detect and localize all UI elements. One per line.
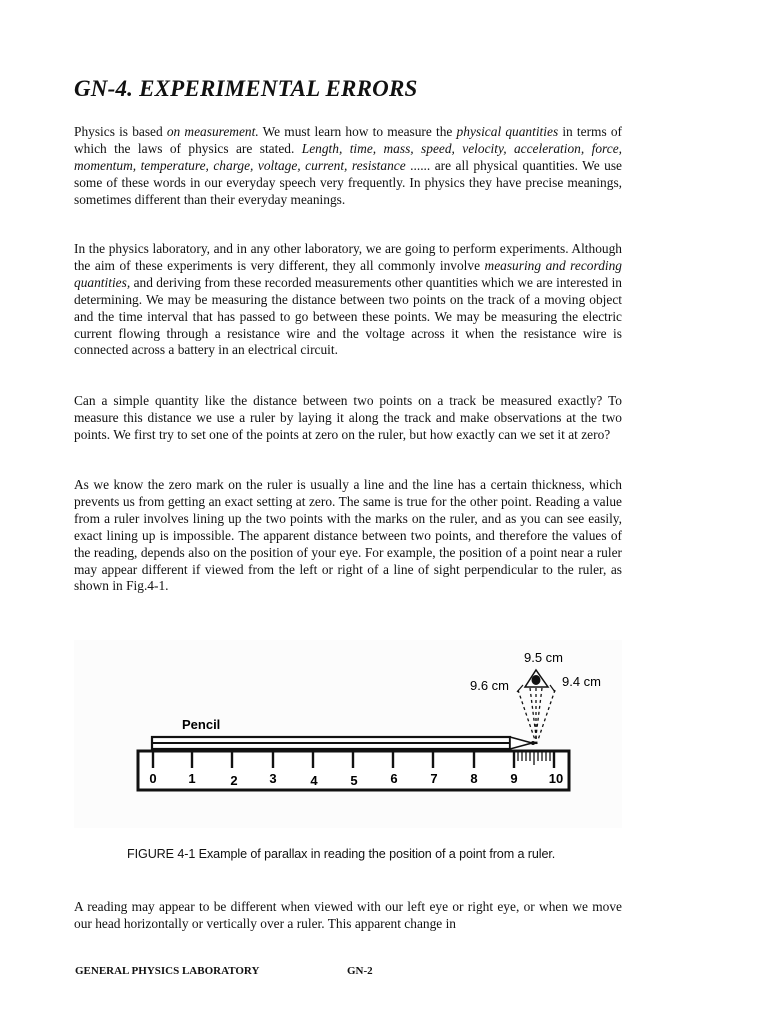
ruler-tick-label: 0: [149, 771, 157, 786]
ruler-tick-label: 8: [470, 771, 478, 786]
figure-drawing: [74, 640, 622, 828]
reading-9-6: 9.6 cm: [470, 678, 510, 693]
text-run: We must learn how to measure the: [258, 124, 457, 139]
ruler-tick-label: 3: [269, 771, 277, 786]
text-run: In the physics laboratory, and in any other laboratory, we are going to perform experiments. Although the aim of these experiments is very different, they all commonly involve: [74, 241, 622, 273]
ruler-tick-label: 7: [430, 771, 438, 786]
ruler: [138, 751, 569, 790]
ruler-tick-label: 2: [230, 773, 238, 788]
ruler-tick-label: 9: [510, 771, 518, 786]
paragraph-1: [74, 124, 622, 209]
text-run: and deriving from these recorded measurements other quantities which we are interested in determining. We may be measuring the distance between two points on the track of a moving object and the time interval that has passed to go between these points. We may be measuring the electric current flowing through a resistance wire and the voltage across it when the resistance wire is connected across a battery in an electrical circuit.: [74, 274, 622, 358]
figure-parallax-ruler: [74, 640, 622, 828]
text-run: Physics is based: [74, 124, 167, 139]
italic-text-run: Length, time, mass, speed, velocity, acceleration, force, momentum, temperature, charge, voltage, current, resistance: [74, 140, 622, 173]
pencil-label: Pencil: [182, 717, 221, 732]
paragraph-2: [74, 241, 622, 359]
footer-title: GENERAL PHYSICS LABORATORY: [75, 965, 260, 977]
paragraph-5: A reading may appear to be different when viewed with our left eye or right eye, or when we move our head horizontally or vertically over a ruler. This apparent change in: [74, 899, 622, 931]
pencil-icon: [152, 737, 535, 749]
ruler-tick-label: 10: [548, 771, 564, 786]
ruler-tick-label: 6: [390, 771, 398, 786]
page-title: GN-4. EXPERIMENTAL ERRORS: [74, 76, 418, 101]
paragraph-3: Can a simple quantity like the distance between two points on a track be measured exactly? To measure this distance we use a ruler by laying it along the track and make observations at the two points. We first try to set one of the points at zero on the ruler, but how exactly can we set it at zero?: [74, 393, 622, 442]
paragraph-4: As we know the zero mark on the ruler is usually a line and the line has a certain thickness, which prevents us from getting an exact setting at zero. The same is true for the other point. Reading a value from a ruler involves lining up the two points with the marks on the ruler, and as you can see easily, exact lining up is impossible. The apparent distance between two points, and therefore the values of the reading, depends also on the position of your eye. For example, the position of a point near a ruler may appear different if viewed from the left or right of a line of sight perpendicular to the ruler, as shown in Fig.4-1.: [74, 477, 622, 594]
ruler-tick-label: 1: [188, 771, 196, 786]
text-run: ...... are all physical quantities. We use some of these words in our everyday speech very frequently. In physics they have precise meanings, sometimes different than their everyday meanings.: [74, 157, 622, 207]
ruler-tick-label: 5: [350, 773, 358, 788]
reading-9-5: 9.5 cm: [524, 650, 564, 665]
text-run: in terms of which the laws of physics are stated.: [74, 124, 622, 156]
italic-text-run: measuring and recording quantities,: [74, 257, 622, 290]
reading-9-4: 9.4 cm: [562, 674, 602, 689]
figure-caption: FIGURE 4-1 Example of parallax in reading the position of a point from a ruler.: [127, 847, 556, 861]
footer-page-number: GN-2: [347, 965, 373, 977]
figure-background: [74, 640, 622, 828]
ruler-tick-label: 4: [310, 773, 318, 788]
italic-text-run: physical quantities: [456, 124, 559, 139]
italic-text-run: on measurement.: [166, 124, 259, 139]
